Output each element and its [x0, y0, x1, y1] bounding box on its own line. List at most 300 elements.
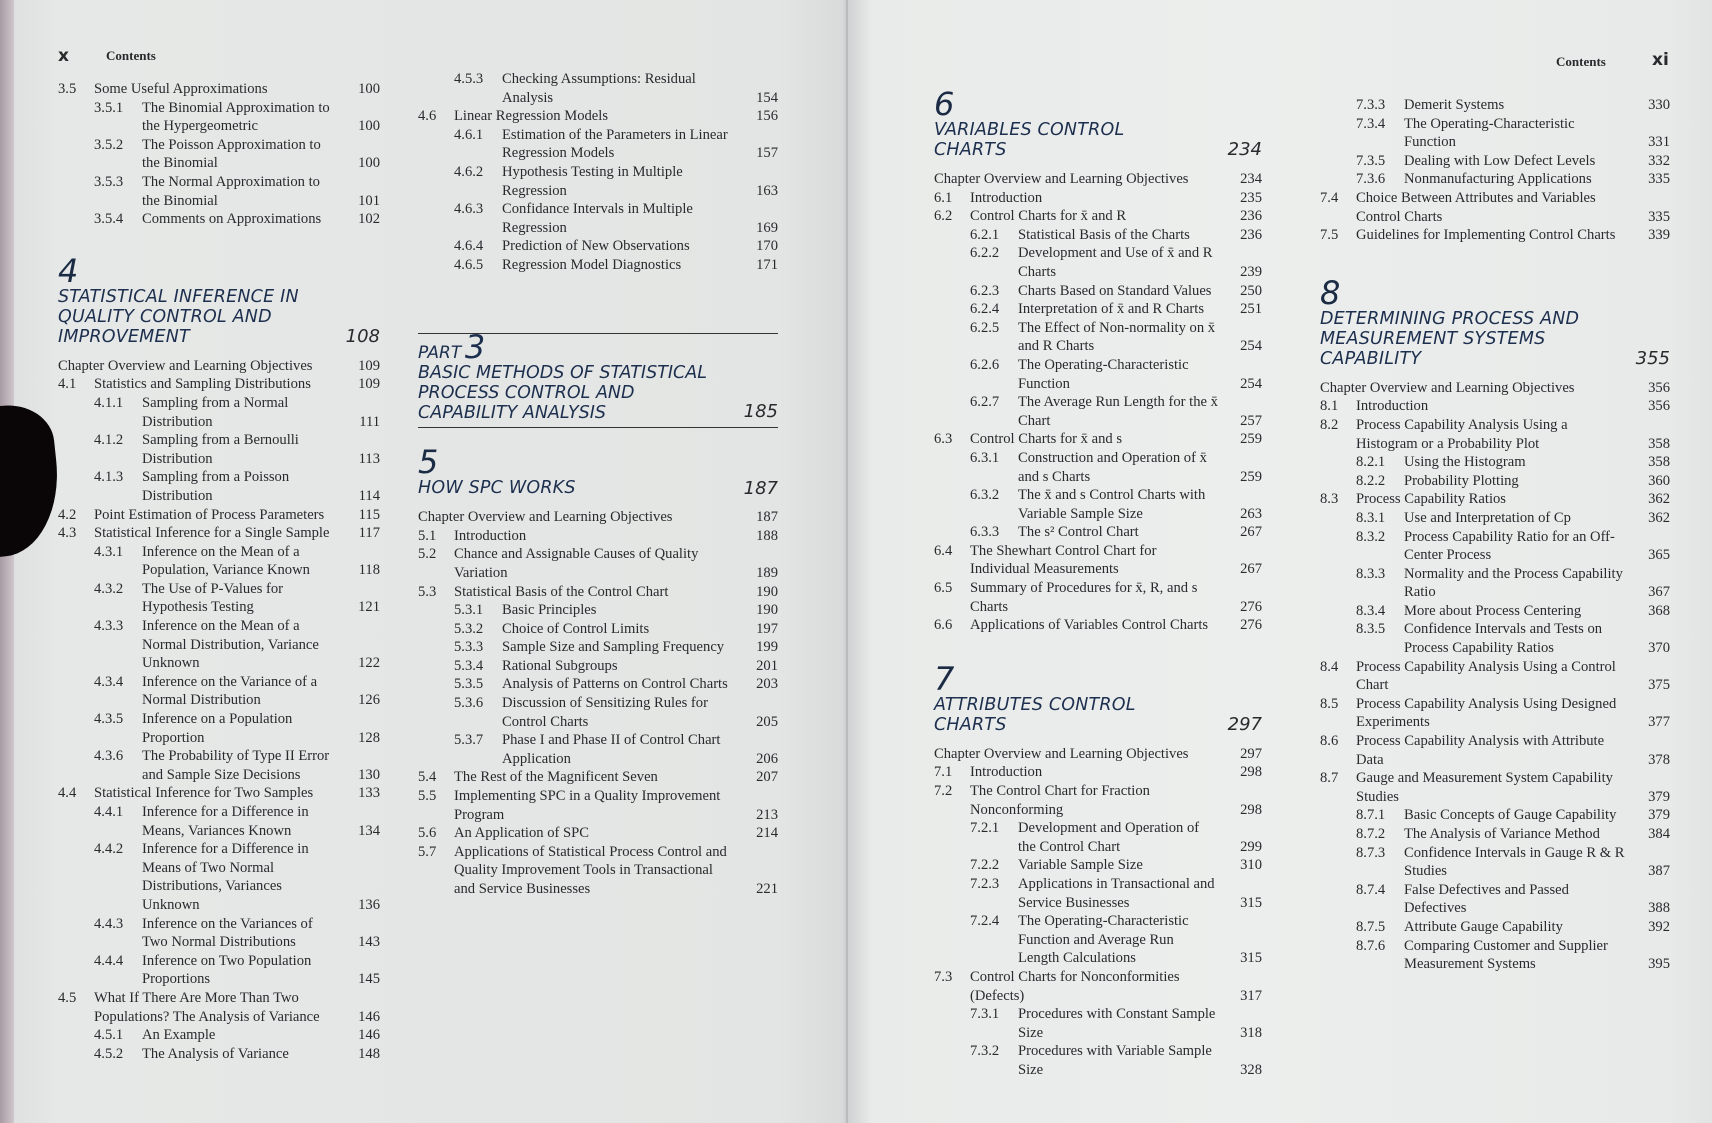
- toc-entry: [418, 237, 778, 256]
- chapter-number: 5: [418, 443, 439, 482]
- toc-entry: [1320, 115, 1670, 152]
- section-page-number: 328: [1240, 1061, 1262, 1078]
- section-title: Normality and the Process Capability Ratio: [1404, 565, 1623, 601]
- toc-entry: [934, 912, 1262, 968]
- section-number: 8.6: [1320, 733, 1339, 750]
- running-head: Contents: [106, 48, 156, 63]
- toc-entry: [58, 673, 380, 710]
- section-page-number: 143: [358, 934, 380, 951]
- section-title: Statistical Basis of the Charts: [1018, 226, 1190, 243]
- section-page-number: 358: [1648, 435, 1670, 452]
- section-page-number: 367: [1648, 584, 1670, 601]
- section-number: 7.1: [934, 764, 953, 781]
- section-number: 4.5: [58, 989, 77, 1006]
- section-number: 3.5.4: [94, 211, 124, 228]
- section-title: False Defectives and Passed Defectives: [1404, 881, 1569, 917]
- toc-entry: [1320, 602, 1670, 621]
- section-page-number: 259: [1240, 431, 1262, 448]
- section-title: An Application of SPC: [454, 825, 589, 842]
- section-page-number: 384: [1648, 826, 1670, 842]
- section-number: 4.6.4: [454, 238, 484, 255]
- section-page-number: 102: [358, 211, 380, 228]
- section-number: 5.3.6: [454, 695, 484, 712]
- section-number: 4.3.1: [94, 543, 124, 560]
- section-page-number: 259: [1240, 468, 1262, 485]
- section-page-number: 379: [1648, 807, 1670, 824]
- section-number: 8.7: [1320, 770, 1339, 787]
- toc-entry: [1320, 170, 1670, 189]
- toc-entry: [934, 875, 1262, 912]
- section-title: The Operating-Characteristic Function: [1018, 356, 1189, 392]
- section-page-number: 197: [756, 620, 778, 637]
- toc-entry: [934, 430, 1262, 449]
- toc-entry: [58, 617, 380, 673]
- toc-entry: [1320, 769, 1670, 806]
- toc-entry: [934, 356, 1262, 393]
- part-label: PART: [418, 342, 462, 363]
- part-number: 3: [464, 327, 486, 366]
- section-title: Charts Based on Standard Values: [1018, 282, 1212, 299]
- section-number: 6.2.4: [970, 301, 1000, 318]
- section-title: Process Capability Ratio for an Off-Center Process: [1404, 528, 1615, 564]
- section-page-number: 276: [1240, 598, 1262, 615]
- section-page-number: 234: [1240, 171, 1262, 187]
- section-page-number: 370: [1648, 640, 1670, 657]
- toc-entry: [934, 523, 1262, 542]
- toc-entry: [418, 638, 778, 657]
- section-page-number: 109: [358, 376, 380, 393]
- toc-entry: [418, 694, 778, 731]
- toc-entry: [58, 394, 380, 431]
- toc-entry: [1320, 490, 1670, 509]
- page-edge: [0, 0, 14, 1123]
- toc-entry: [1320, 96, 1670, 115]
- section-title: Chance and Assignable Causes of Quality Variation: [454, 546, 699, 581]
- section-page-number: 145: [358, 971, 380, 988]
- section-list-4-5-3: [418, 70, 778, 275]
- toc-entry: [58, 747, 380, 784]
- toc-entry: [934, 616, 1262, 635]
- section-number: 6.2.6: [970, 356, 1000, 373]
- section-number: 4.5.3: [454, 71, 484, 87]
- section-title: Sampling from a Poisson Distribution: [142, 469, 290, 504]
- chapter-number: 7: [934, 659, 955, 698]
- section-number: 5.3.5: [454, 676, 484, 693]
- section-title: Chapter Overview and Learning Objectives: [418, 509, 673, 526]
- section-title: Development and Use of x̄ and R Charts: [1018, 245, 1213, 280]
- section-title: Introduction: [970, 189, 1043, 206]
- toc-entry: [934, 745, 1262, 764]
- section-title: Phase I and Phase II of Control Chart Application: [502, 732, 721, 767]
- toc-entry: [58, 357, 380, 376]
- toc-entry: [58, 524, 380, 543]
- section-number: 7.3.3: [1356, 97, 1386, 113]
- toc-entry: [1320, 881, 1670, 918]
- toc-column-left-1: [58, 80, 380, 1063]
- section-page-number: 122: [358, 655, 380, 672]
- toc-entry: [418, 787, 778, 824]
- section-page-number: 395: [1648, 956, 1670, 973]
- toc-entry: [418, 70, 778, 107]
- running-head: Contents: [1556, 54, 1606, 69]
- section-page-number: 239: [1240, 263, 1262, 280]
- chapter-5-entries: [418, 508, 778, 898]
- chapter-page: 108: [345, 326, 380, 348]
- section-number: 7.3: [934, 968, 953, 985]
- section-page-number: 317: [1240, 987, 1262, 1004]
- section-number: 6.2.3: [970, 282, 1000, 299]
- section-title: Basic Concepts of Gauge Capability: [1404, 807, 1617, 824]
- section-page-number: 130: [358, 766, 380, 783]
- section-number: 7.5: [1320, 227, 1339, 244]
- section-page-number: 113: [358, 450, 380, 467]
- chapter-title: ATTRIBUTES CONTROL CHARTS: [934, 694, 1136, 735]
- section-page-number: 163: [756, 182, 778, 199]
- toc-entry: [58, 989, 380, 1026]
- section-title: Analysis of Patterns on Control Charts: [502, 676, 728, 693]
- toc-entry: [934, 189, 1262, 208]
- toc-entry: [1320, 509, 1670, 528]
- toc-entry: [934, 207, 1262, 226]
- chapter-title: DETERMINING PROCESS AND MEASUREMENT SYSTEMS CAPABILITY: [1320, 308, 1580, 369]
- toc-entry: [418, 675, 778, 694]
- section-page-number: 203: [756, 676, 778, 693]
- section-title: Process Capability Analysis with Attribute Data: [1356, 733, 1605, 768]
- toc-entry: [58, 803, 380, 840]
- section-page-number: 267: [1240, 524, 1262, 541]
- section-page-number: 207: [756, 769, 778, 786]
- section-title: Confidence Intervals and Tests on Process Capability Ratios: [1404, 621, 1603, 657]
- section-page-number: 388: [1648, 900, 1670, 917]
- section-page-number: 276: [1240, 617, 1262, 634]
- toc-entry: [58, 136, 380, 173]
- toc-entry: [934, 282, 1262, 301]
- toc-entry: [58, 1045, 380, 1064]
- toc-entry: [418, 126, 778, 163]
- toc-entry: [934, 226, 1262, 245]
- section-number: 4.3.3: [94, 618, 124, 635]
- toc-entry: [934, 449, 1262, 486]
- toc-entry: [934, 244, 1262, 281]
- section-page-number: 331: [1648, 134, 1670, 151]
- section-number: 4.5.2: [94, 1045, 124, 1062]
- toc-entry: [934, 782, 1262, 819]
- toc-entry: [58, 375, 380, 394]
- section-page-number: 121: [358, 599, 380, 616]
- section-number: 8.1: [1320, 398, 1339, 415]
- toc-column-left-2: [418, 70, 778, 899]
- section-number: 8.2: [1320, 416, 1339, 433]
- section-number: 5.6: [418, 825, 437, 842]
- toc-entry: [1320, 937, 1670, 974]
- section-page-number: 298: [1240, 801, 1262, 818]
- section-number: 8.7.4: [1356, 881, 1386, 898]
- toc-entry: [1320, 565, 1670, 602]
- section-page-number: 257: [1240, 412, 1262, 429]
- section-title: Summary of Procedures for x̄, R, and s Charts: [970, 580, 1198, 615]
- toc-column-right-2: [1320, 96, 1670, 974]
- section-number: 5.2: [418, 546, 437, 563]
- section-title: Inference on the Mean of a Population, Variance Known: [142, 543, 310, 579]
- section-title: Linear Regression Models: [454, 108, 609, 125]
- section-page-number: 236: [1240, 226, 1262, 243]
- section-title: Estimation of the Parameters in Linear Regression Models: [502, 126, 728, 162]
- section-title: Introduction: [454, 527, 527, 544]
- section-number: 8.7.1: [1356, 807, 1386, 824]
- toc-entry: [1320, 695, 1670, 732]
- section-page-number: 315: [1240, 894, 1262, 911]
- toc-entry: [1320, 453, 1670, 472]
- section-number: 7.2: [934, 783, 953, 800]
- section-page-number: 356: [1648, 379, 1670, 396]
- section-title: Prediction of New Observations: [502, 238, 690, 255]
- section-page-number: 188: [756, 527, 778, 544]
- section-number: 8.2.1: [1356, 454, 1386, 471]
- section-page-number: 169: [756, 219, 778, 236]
- section-number: 8.3.5: [1356, 621, 1386, 638]
- section-number: 5.4: [418, 769, 437, 786]
- section-title: The Shewhart Control Chart for Individual Measurements: [970, 542, 1157, 578]
- toc-entry: [418, 601, 778, 620]
- chapter-heading-7: [934, 659, 1262, 736]
- section-number: 4.6.2: [454, 163, 484, 180]
- section-page-number: 358: [1648, 454, 1670, 471]
- section-title: The Operating-Characteristic Function and Average Run Length Calculations: [1018, 913, 1189, 967]
- section-page-number: 299: [1240, 838, 1262, 855]
- section-title: Attribute Gauge Capability: [1404, 918, 1563, 935]
- toc-entry: [58, 784, 380, 803]
- section-number: 4.3.6: [94, 748, 124, 765]
- section-title: Introduction: [1356, 398, 1429, 415]
- section-page-number: 236: [1240, 208, 1262, 225]
- section-title: Inference on Two Population Proportions: [142, 952, 312, 988]
- toc-entry: [1320, 806, 1670, 825]
- section-number: 4.1.1: [94, 394, 124, 411]
- section-page-number: 379: [1648, 788, 1670, 805]
- section-number: 4.4.3: [94, 915, 124, 932]
- toc-entry: [1320, 189, 1670, 226]
- section-title: The x̄ and s Control Charts with Variable Sample Size: [1018, 487, 1206, 522]
- section-title: Discussion of Sensitizing Rules for Control Charts: [502, 695, 708, 730]
- toc-entry: [934, 300, 1262, 319]
- toc-column-right-1: [934, 85, 1262, 1080]
- toc-entry: [1320, 918, 1670, 937]
- chapter-4-entries: [58, 357, 380, 1064]
- section-number: 7.4: [1320, 189, 1339, 206]
- section-title: Statistical Basis of the Control Chart: [454, 583, 669, 600]
- section-number: 4.3.5: [94, 711, 124, 728]
- section-title: Choice of Control Limits: [502, 620, 650, 637]
- toc-entry: [418, 107, 778, 126]
- section-number: 7.2.4: [970, 913, 1000, 930]
- section-title: Sampling from a Normal Distribution: [142, 394, 289, 430]
- toc-entry: [418, 256, 778, 275]
- toc-entry: [58, 915, 380, 952]
- section-number: 4.3.2: [94, 580, 124, 597]
- section-title: The Probability of Type II Error and Sample Size Decisions: [142, 748, 330, 783]
- section-page-number: 375: [1648, 677, 1670, 694]
- chapter-heading-6: [934, 85, 1262, 161]
- chapter-page: 234: [1227, 139, 1262, 161]
- section-page-number: 378: [1648, 751, 1670, 768]
- section-number: 5.3.2: [454, 620, 484, 637]
- toc-entry: [58, 1026, 380, 1045]
- section-page-number: 251: [1240, 301, 1262, 318]
- section-number: 5.3.3: [454, 639, 484, 656]
- section-number: 4.4: [58, 785, 77, 802]
- section-title: Applications of Variables Control Charts: [970, 617, 1209, 634]
- toc-entry: [418, 527, 778, 546]
- toc-entry: [934, 968, 1262, 1005]
- toc-entry: [418, 200, 778, 237]
- toc-entry: [418, 768, 778, 787]
- toc-entry: [418, 824, 778, 843]
- section-title: Inference on a Population Proportion: [142, 711, 293, 746]
- section-title: The Rest of the Magnificent Seven: [454, 769, 658, 786]
- section-page-number: 146: [358, 1027, 380, 1044]
- section-title: The Use of P-Values for Hypothesis Testing: [142, 580, 284, 616]
- toc-entry: [934, 1005, 1262, 1042]
- section-title: Introduction: [970, 764, 1043, 781]
- section-number: 6.3.2: [970, 487, 1000, 504]
- section-number: 4.3: [58, 525, 77, 542]
- section-number: 3.5: [58, 81, 77, 97]
- toc-entry: [1320, 732, 1670, 769]
- section-title: Some Useful Approximations: [94, 81, 268, 97]
- toc-entry: [58, 580, 380, 617]
- section-page-number: 100: [358, 155, 380, 172]
- toc-entry: [1320, 472, 1670, 491]
- section-title: The Binomial Approximation to the Hypergeometric: [142, 99, 330, 135]
- chapter-title: HOW SPC WORKS: [418, 478, 576, 499]
- toc-entry: [58, 468, 380, 505]
- toc-entry: [934, 579, 1262, 616]
- section-page-number: 365: [1648, 547, 1670, 564]
- section-number: 5.3.4: [454, 657, 484, 674]
- toc-entry: [934, 393, 1262, 430]
- section-number: 4.4.4: [94, 952, 124, 969]
- section-page-number: 117: [358, 525, 380, 542]
- toc-entry: [58, 431, 380, 468]
- section-title: The Poisson Approximation to the Binomial: [142, 136, 321, 172]
- section-title: Statistics and Sampling Distributions: [94, 376, 311, 393]
- section-page-number: 362: [1648, 509, 1670, 526]
- section-number: 8.3.3: [1356, 565, 1386, 582]
- toc-entry: [1320, 825, 1670, 844]
- section-page-number: 254: [1240, 338, 1262, 355]
- section-title: Process Capability Analysis Using a Histogram or a Probability Plot: [1356, 416, 1568, 452]
- chapter-number: 8: [1320, 273, 1341, 312]
- section-number: 4.4.2: [94, 841, 124, 858]
- section-title: The Operating-Characteristic Function: [1404, 115, 1575, 151]
- section-title: Chapter Overview and Learning Objectives: [934, 171, 1189, 187]
- section-page-number: 146: [358, 1008, 380, 1025]
- section-number: 6.2: [934, 208, 953, 225]
- toc-entry: [934, 486, 1262, 523]
- chapter-heading-4: [58, 251, 380, 348]
- chapter-7-entries: [934, 745, 1262, 1080]
- left-page: [0, 0, 848, 1123]
- section-title: Use and Interpretation of Cp: [1404, 509, 1571, 526]
- section-number: 6.3: [934, 431, 953, 448]
- section-title: Inference on the Variances of Two Normal Distributions: [142, 915, 313, 951]
- section-number: 7.3.1: [970, 1006, 1000, 1023]
- toc-entry: [58, 506, 380, 525]
- part-title: BASIC METHODS OF STATISTICAL PROCESS CONTROL AND CAPABILITY ANALYSIS: [418, 363, 707, 424]
- section-number: 3.5.2: [94, 136, 124, 153]
- section-page-number: 297: [1240, 745, 1262, 762]
- section-number: 6.1: [934, 189, 953, 206]
- toc-entry: [58, 80, 380, 99]
- toc-entry: [1320, 620, 1670, 657]
- section-title: Process Capability Analysis Using Designed Experiments: [1356, 695, 1617, 731]
- toc-entry: [58, 840, 380, 914]
- section-page-number: 190: [756, 602, 778, 619]
- section-title: Regression Model Diagnostics: [502, 256, 682, 273]
- section-page-number: 310: [1240, 857, 1262, 874]
- section-title: Nonmanufacturing Applications: [1404, 171, 1592, 188]
- section-number: 6.6: [934, 617, 953, 634]
- section-number: 4.1: [58, 376, 77, 393]
- toc-entry: [1320, 416, 1670, 453]
- section-title: The Average Run Length for the x̄ Chart: [1018, 394, 1218, 429]
- section-page-number: 339: [1648, 227, 1670, 244]
- section-page-number: 101: [358, 192, 380, 209]
- section-number: 8.5: [1320, 695, 1339, 712]
- section-number: 8.2.2: [1356, 472, 1386, 489]
- toc-entry: [58, 99, 380, 136]
- section-page-number: 134: [358, 822, 380, 839]
- section-number: 8.3.1: [1356, 509, 1386, 526]
- section-number: 4.6.3: [454, 201, 484, 218]
- section-title: The Analysis of Variance: [142, 1045, 289, 1062]
- section-number: 7.3.6: [1356, 171, 1386, 188]
- section-title: The Effect of Non-normality on x̄ and R Charts: [1018, 319, 1216, 355]
- section-title: Applications in Transactional and Service Businesses: [1018, 876, 1215, 911]
- page-folio: xi: [1652, 50, 1669, 70]
- toc-entry: [418, 620, 778, 639]
- section-title: Dealing with Low Defect Levels: [1404, 152, 1596, 169]
- section-title: Point Estimation of Process Parameters: [94, 506, 325, 523]
- section-page-number: 235: [1240, 189, 1262, 206]
- section-number: 7.3.2: [970, 1043, 1000, 1060]
- toc-entry: [934, 856, 1262, 875]
- section-page-number: 267: [1240, 561, 1262, 578]
- section-page-number: 190: [756, 583, 778, 600]
- chapter-number: 4: [58, 251, 79, 290]
- section-title: Inference on the Variance of a Normal Distribution: [142, 673, 318, 709]
- section-title: Construction and Operation of x̄ and s Charts: [1018, 449, 1207, 485]
- section-page-number: 156: [756, 108, 778, 125]
- section-page-number: 100: [358, 81, 380, 97]
- section-number: 4.1.3: [94, 469, 124, 486]
- part-heading-3: [418, 327, 778, 429]
- toc-entry: [1320, 397, 1670, 416]
- section-number: 6.2.2: [970, 245, 1000, 262]
- toc-entry: [1320, 379, 1670, 398]
- section-number: 4.2: [58, 506, 77, 523]
- section-page-number: 187: [756, 509, 778, 526]
- section-page-number: 254: [1240, 375, 1262, 392]
- right-page: [848, 0, 1712, 1123]
- chapter-6-entries: [934, 170, 1262, 635]
- toc-entry: [418, 163, 778, 200]
- section-number: 6.5: [934, 580, 953, 597]
- section-number: 4.5.1: [94, 1027, 124, 1044]
- section-list-3-5: [58, 80, 380, 229]
- section-title: Gauge and Measurement System Capability Studies: [1356, 770, 1613, 805]
- toc-entry: [418, 508, 778, 527]
